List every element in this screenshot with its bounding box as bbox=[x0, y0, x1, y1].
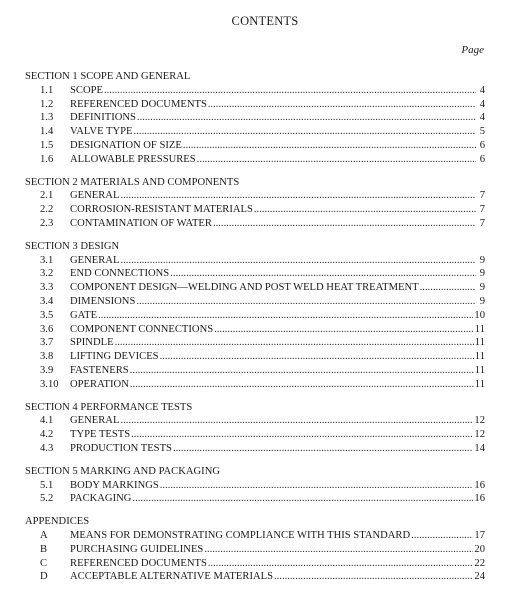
page-column-label: Page bbox=[461, 44, 484, 56]
entry-number: 3.8 bbox=[40, 351, 54, 363]
entry-number: 2.3 bbox=[40, 217, 54, 229]
entry-page-number: 14 bbox=[474, 442, 485, 454]
toc-entry bbox=[25, 323, 485, 337]
entry-page-number: 7 bbox=[479, 190, 485, 202]
entry-page-number: 22 bbox=[474, 557, 485, 569]
dot-leader bbox=[254, 203, 476, 217]
entry-page-number: 9 bbox=[479, 282, 485, 294]
entry-label: TYPE TESTS bbox=[70, 429, 131, 441]
entry-page-number: 12 bbox=[474, 429, 485, 441]
entry-page-number: 9 bbox=[479, 268, 485, 280]
entry-label: PACKAGING bbox=[70, 493, 132, 505]
toc-entry bbox=[25, 364, 485, 378]
entry-number: 4.3 bbox=[40, 442, 54, 454]
toc-entry bbox=[25, 84, 485, 98]
entry-label: SPINDLE bbox=[70, 337, 114, 349]
entry-number: 1.3 bbox=[40, 112, 54, 124]
entry-label: GENERAL bbox=[70, 254, 120, 266]
entry-number: 2.1 bbox=[40, 190, 54, 202]
toc-entry bbox=[25, 295, 485, 309]
entry-label: COMPONENT DESIGN—WELDING AND POST WELD HEAT TREATMENT bbox=[70, 282, 419, 294]
entry-page-number: 17 bbox=[474, 529, 485, 541]
entry-page-number: 24 bbox=[474, 571, 485, 583]
dot-leader bbox=[120, 414, 473, 428]
entry-page-number: 9 bbox=[479, 254, 485, 266]
toc-section bbox=[25, 465, 485, 506]
toc-entry bbox=[25, 139, 485, 153]
toc-entry bbox=[25, 428, 485, 442]
dot-leader bbox=[411, 529, 473, 543]
entry-label: GENERAL bbox=[70, 190, 120, 202]
dot-leader bbox=[208, 98, 476, 112]
entry-page-number: 11 bbox=[474, 323, 485, 335]
entry-page-number: 7 bbox=[479, 217, 485, 229]
entry-label: REFERENCED DOCUMENTS bbox=[70, 557, 207, 569]
toc-entry bbox=[25, 111, 485, 125]
dot-leader bbox=[197, 153, 476, 167]
entry-page-number: 11 bbox=[474, 378, 485, 390]
toc-entry bbox=[25, 153, 485, 167]
section-heading: SECTION 1 SCOPE AND GENERAL bbox=[25, 71, 191, 82]
dot-leader bbox=[136, 295, 476, 309]
entry-page-number: 6 bbox=[479, 153, 485, 165]
entry-page-number: 7 bbox=[479, 204, 485, 216]
entry-number: 3.2 bbox=[40, 268, 54, 280]
dot-leader bbox=[213, 217, 476, 231]
entry-page-number: 10 bbox=[474, 309, 485, 321]
entry-label: CONTAMINATION OF WATER bbox=[70, 217, 212, 229]
toc-entry bbox=[25, 479, 485, 493]
entry-number: 3.5 bbox=[40, 309, 54, 321]
section-heading: SECTION 4 PERFORMANCE TESTS bbox=[25, 401, 193, 413]
dot-leader bbox=[214, 323, 474, 337]
entry-label: GENERAL bbox=[70, 415, 120, 427]
entry-label: DEFINITIONS bbox=[70, 112, 136, 124]
entry-label: OPERATION bbox=[70, 378, 129, 390]
entry-label: DESIGNATION OF SIZE bbox=[70, 139, 182, 151]
entry-number: 2.2 bbox=[40, 204, 54, 216]
entry-label: DIMENSIONS bbox=[70, 295, 136, 307]
toc-entry bbox=[25, 414, 485, 428]
section-heading: SECTION 2 MATERIALS AND COMPONENTS bbox=[25, 176, 240, 188]
entry-number: 3.3 bbox=[40, 282, 54, 294]
entry-page-number: 6 bbox=[479, 139, 485, 151]
dot-leader bbox=[274, 570, 473, 584]
page-title: CONTENTS bbox=[231, 14, 299, 28]
entry-number: 1.1 bbox=[40, 84, 54, 96]
toc-entry bbox=[25, 442, 485, 456]
entry-number: D bbox=[40, 571, 48, 583]
toc-section bbox=[25, 176, 485, 231]
dot-leader bbox=[160, 350, 474, 364]
toc-entry bbox=[25, 378, 485, 392]
dot-leader bbox=[130, 378, 474, 392]
toc-section bbox=[25, 70, 485, 167]
entry-number: 3.10 bbox=[40, 378, 59, 390]
section-heading: SECTION 3 DESIGN bbox=[25, 240, 120, 252]
entry-label: ALLOWABLE PRESSURES bbox=[70, 153, 196, 165]
toc-entry bbox=[25, 254, 485, 268]
toc-section bbox=[25, 515, 485, 584]
entry-number: B bbox=[40, 543, 48, 555]
entry-label: REFERENCED DOCUMENTS bbox=[70, 98, 207, 110]
entry-label: VALVE TYPE bbox=[70, 126, 133, 138]
dot-leader bbox=[120, 254, 476, 268]
dot-leader bbox=[173, 442, 473, 456]
entry-page-number: 9 bbox=[479, 295, 485, 307]
entry-page-number: 12 bbox=[474, 415, 485, 427]
entry-label: SCOPE bbox=[70, 84, 103, 96]
entry-number: 1.6 bbox=[40, 153, 54, 165]
toc-entry bbox=[25, 350, 485, 364]
dot-leader bbox=[115, 336, 474, 350]
entry-number: 1.2 bbox=[40, 98, 54, 110]
toc-entry bbox=[25, 98, 485, 112]
entry-label: MEANS FOR DEMONSTRATING COMPLIANCE WITH THIS STANDARD bbox=[70, 529, 411, 541]
entry-label: COMPONENT CONNECTIONS bbox=[70, 323, 214, 335]
entry-number: 1.5 bbox=[40, 139, 54, 151]
entry-page-number: 16 bbox=[474, 479, 485, 491]
entry-number: 3.6 bbox=[40, 323, 54, 335]
dot-leader bbox=[208, 557, 474, 571]
entry-page-number: 16 bbox=[474, 493, 485, 505]
dot-leader bbox=[120, 189, 476, 203]
dot-leader bbox=[170, 267, 476, 281]
entry-page-number: 20 bbox=[474, 543, 485, 555]
entry-label: PRODUCTION TESTS bbox=[70, 442, 172, 454]
entry-page-number: 5 bbox=[479, 126, 485, 138]
entry-page-number: 4 bbox=[479, 112, 485, 124]
entry-page-number: 11 bbox=[474, 364, 485, 376]
toc-entry bbox=[25, 281, 485, 295]
entry-number: 3.1 bbox=[40, 254, 54, 266]
toc-entry bbox=[25, 203, 485, 217]
table-of-contents bbox=[25, 70, 485, 593]
toc-entry bbox=[25, 492, 485, 506]
entry-number: 4.1 bbox=[40, 415, 54, 427]
toc-entry bbox=[25, 125, 485, 139]
toc-entry bbox=[25, 217, 485, 231]
toc-entry bbox=[25, 189, 485, 203]
entry-page-number: 11 bbox=[474, 337, 485, 349]
dot-leader bbox=[98, 309, 473, 323]
toc-section bbox=[25, 401, 485, 456]
dot-leader bbox=[130, 364, 474, 378]
entry-label: CORROSION-RESISTANT MATERIALS bbox=[70, 204, 253, 216]
dot-leader bbox=[420, 281, 476, 295]
toc-entry bbox=[25, 543, 485, 557]
toc-entry bbox=[25, 557, 485, 571]
entry-label: LIFTING DEVICES bbox=[70, 351, 159, 363]
entry-label: PURCHASING GUIDELINES bbox=[70, 543, 204, 555]
dot-leader bbox=[131, 428, 473, 442]
section-heading: SECTION 5 MARKING AND PACKAGING bbox=[25, 465, 221, 477]
entry-number: 5.1 bbox=[40, 479, 54, 491]
entry-number: A bbox=[40, 529, 48, 541]
section-heading: APPENDICES bbox=[25, 516, 90, 528]
entry-page-number: 4 bbox=[479, 98, 485, 110]
entry-label: END CONNECTIONS bbox=[70, 268, 170, 280]
dot-leader bbox=[134, 125, 477, 139]
entry-page-number: 11 bbox=[474, 351, 485, 363]
entry-label: GATE bbox=[70, 309, 98, 321]
entry-number: 4.2 bbox=[40, 429, 54, 441]
toc-entry bbox=[25, 267, 485, 281]
toc-entry bbox=[25, 336, 485, 350]
toc-entry bbox=[25, 529, 485, 543]
entry-number: 3.7 bbox=[40, 337, 54, 349]
dot-leader bbox=[137, 111, 476, 125]
entry-number: 3.4 bbox=[40, 295, 54, 307]
toc-entry bbox=[25, 309, 485, 323]
dot-leader bbox=[160, 479, 474, 493]
toc-section bbox=[25, 240, 485, 392]
entry-label: ACCEPTABLE ALTERNATIVE MATERIALS bbox=[70, 571, 273, 583]
toc-entry bbox=[25, 570, 485, 584]
entry-number: C bbox=[40, 557, 48, 569]
entry-label: FASTENERS bbox=[70, 364, 129, 376]
dot-leader bbox=[104, 84, 476, 98]
entry-number: 3.9 bbox=[40, 364, 54, 376]
entry-page-number: 4 bbox=[479, 84, 485, 96]
dot-leader bbox=[132, 492, 473, 506]
dot-leader bbox=[204, 543, 473, 557]
entry-number: 5.2 bbox=[40, 493, 54, 505]
dot-leader bbox=[183, 139, 476, 153]
entry-number: 1.4 bbox=[40, 126, 54, 138]
entry-label: BODY MARKINGS bbox=[70, 479, 159, 491]
